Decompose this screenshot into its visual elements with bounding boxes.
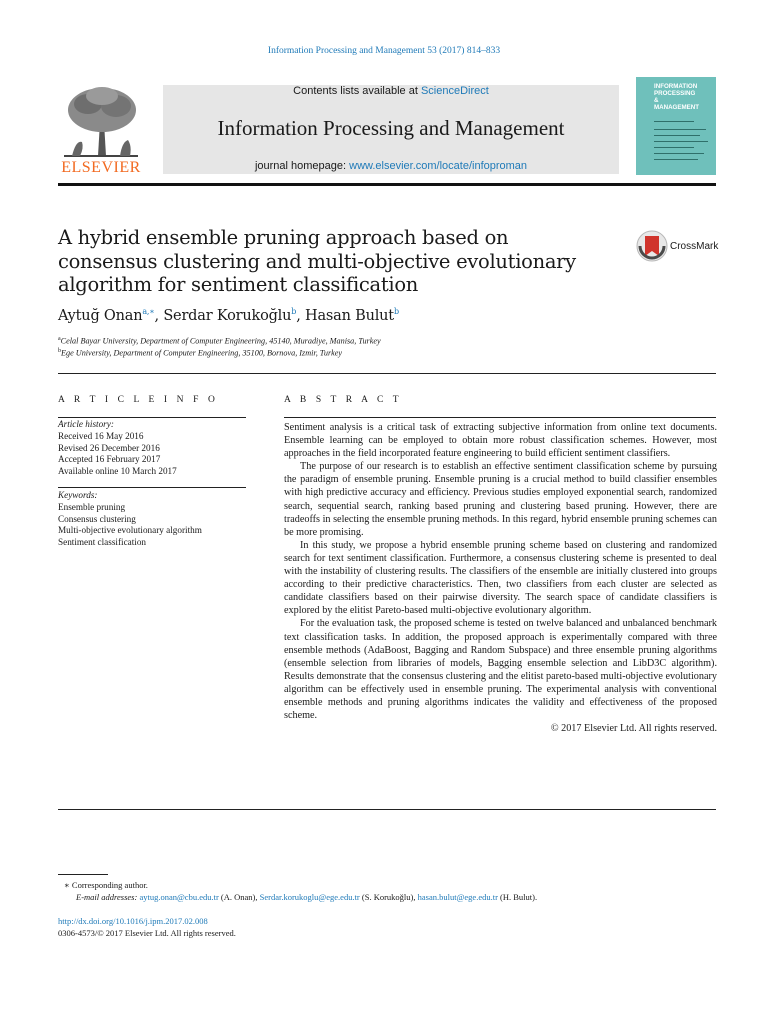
crossmark-label[interactable]: CrossMark <box>670 241 719 252</box>
homepage-line <box>163 160 619 172</box>
keyword: Ensemble pruning <box>58 501 126 512</box>
keyword: Consensus clustering <box>58 513 136 524</box>
cover-title-line: INFORMATION <box>654 83 698 90</box>
affiliation <box>58 336 381 346</box>
corresponding-mark: ∗ <box>64 880 70 890</box>
header-rule <box>58 183 716 186</box>
author-list: Aytuğ Onan$^{a,∗}$, Serdar Korukoğlu$^b$, Hasan Bulut$^b$ <box>58 307 399 324</box>
cover-line <box>654 147 694 148</box>
homepage-prefix: journal homepage: <box>254 160 350 172</box>
keywords-rule <box>58 487 246 488</box>
email-label: E-mail addresses: <box>76 892 138 902</box>
elsevier-wordmark: ELSEVIER <box>61 159 141 176</box>
contents-line <box>163 85 619 97</box>
abstract-paragraph: In this study, we propose a hybrid ensemble pruning scheme based on clustering and randomized search for text sentiment classification. Furthermore, a consensus clustering scheme is presented to deal with the instability of clustering results. The classifiers of the ensemble are initially clustered into groups according to their predictive characteristics. Then, two classifiers from each cluster are selected as candidate classifiers based on their pairwise diversity. The search space of candidate classifiers is explored by the elitist Pareto-based multi-objective evolutionary algorithm. <box>284 539 717 617</box>
issn-line: 0306-4573/© 2017 Elsevier Ltd. All rights reserved. <box>58 928 236 938</box>
section-rule <box>58 373 716 374</box>
sciencedirect-link[interactable]: ScienceDirect <box>420 85 489 97</box>
cover-title <box>654 83 699 111</box>
author-name: Serdar Korukoğlu <box>163 307 292 324</box>
corresponding-author-note <box>64 880 148 891</box>
author-name: Hasan Bulut <box>305 307 394 324</box>
abstract-copyright: © 2017 Elsevier Ltd. All rights reserved. <box>550 723 717 735</box>
cover-line <box>654 153 704 154</box>
abstract-paragraph: For the evaluation task, the proposed scheme is tested on twelve balanced and unbalanced benchmark text classification tasks. In addition, the proposed approach is experimentally compared with three ensemble methods (AdaBoost, Bagging and Random Subspace) and three ensemble pruning algorithms (ensemble selection from libraries of models, Bagging ensemble selection and LibD3C algorithm). Results demonstrate that the consensus clustering and the elitist pareto-based multi-objective evolutionary algorithm can be effectively used in ensemble pruning. The experimental analysis with conventional ensemble methods and pruning algorithms indicates the validity and effectiveness of the proposed scheme. <box>284 618 717 722</box>
email-link[interactable]: aytug.onan@cbu.edu.tr <box>139 892 219 902</box>
cover-line <box>654 129 706 130</box>
affiliation-mark: a <box>58 336 61 342</box>
crossmark-icon[interactable] <box>636 230 668 262</box>
abstract-heading: A B S T R A C T <box>284 395 403 405</box>
abstract-bottom-rule <box>58 809 716 810</box>
cover-line <box>654 159 698 160</box>
journal-cover-image <box>636 77 716 175</box>
email-owner: (A. Onan) <box>220 892 256 902</box>
journal-name: Information Processing and Management <box>217 116 565 140</box>
cover-title-line: PROCESSING <box>654 90 696 97</box>
footnote-rule <box>58 874 108 875</box>
cover-line <box>654 121 694 122</box>
author-name: Aytuğ Onan <box>58 307 143 324</box>
email-owner: (S. Korukoğlu) <box>361 892 414 902</box>
article-title: A hybrid ensemble pruning approach based on consensus clustering and multi-objective evolutionary algorithm for sentiment classification <box>58 226 576 296</box>
abstract-paragraph: The purpose of our research is to establish an effective sentiment classification scheme by pursuing the paradigm of ensemble pruning. Ensemble pruning is a crucial method to build classifier ensembles with high predictive accuracy and efficiency. Previous studies employed exponential search, randomized search, sequential search, ranking based pruning and clustering based pruning. However, there are tradeoffs in selecting the ensemble pruning methods. In this regard, hybrid ensemble pruning schemes can be more promising. <box>284 461 717 538</box>
history-item: Revised 26 December 2016 <box>58 442 160 453</box>
abstract-paragraph: Sentiment analysis is a critical task of extracting subjective information from online text documents. Ensemble learning can be employed to obtain more robust classification schemes. However, most approaches in the field incorporated feature engineering to build efficient sentiment classifiers. <box>284 422 717 460</box>
keyword: Multi-objective evolutionary algorithm <box>58 525 202 536</box>
history-label: Article history: <box>58 419 114 429</box>
author-mark[interactable]: b <box>393 307 399 316</box>
history-item: Received 16 May 2016 <box>58 430 144 441</box>
keyword: Sentiment classification <box>58 537 147 548</box>
affiliation <box>58 348 342 358</box>
keywords-label: Keywords: <box>58 490 98 500</box>
article-info-heading: A R T I C L E I N F O <box>58 395 219 405</box>
affiliation-mark: b <box>58 348 61 354</box>
affiliation-text: Celal Bayar University, Department of Computer Engineering, 45140, Muradiye, Manisa, Turkey <box>60 336 381 346</box>
journal-homepage-link[interactable]: www.elsevier.com/locate/infoproman <box>349 160 528 172</box>
author-mark[interactable]: a,∗ <box>142 307 155 316</box>
article-history <box>58 419 248 478</box>
journal-citation[interactable]: Information Processing and Management 53 (2017) 814–833 <box>267 46 501 56</box>
abstract-body <box>284 421 717 735</box>
cover-title-line: & <box>654 97 659 104</box>
email-owner: (H. Bulut) <box>500 892 535 902</box>
abstract-rule <box>284 417 716 418</box>
cover-line <box>654 141 708 142</box>
keywords-block <box>58 490 248 549</box>
contents-prefix: Contents lists available at <box>293 85 421 97</box>
email-link[interactable]: hasan.bulut@ege.edu.tr <box>417 892 498 902</box>
article-info-rule <box>58 417 246 418</box>
doi-link[interactable]: http://dx.doi.org/10.1016/j.ipm.2017.02.008 <box>58 916 208 926</box>
corresponding-text: Corresponding author. <box>71 880 148 890</box>
email-addresses: E-mail addresses: aytug.onan@cbu.edu.tr (A. Onan), Serdar.korukoglu@ege.edu.tr (S. Korukoğlu), hasan.bulut@ege.edu.tr (H. Bulut). <box>76 892 538 902</box>
cover-title-line: MANAGEMENT <box>654 104 700 111</box>
author-mark[interactable]: b <box>291 307 297 316</box>
cover-line <box>654 135 700 136</box>
history-item: Available online 10 March 2017 <box>58 466 177 477</box>
email-link[interactable]: Serdar.korukoglu@ege.edu.tr <box>259 892 360 902</box>
affiliation-text: Ege University, Department of Computer Engineering, 35100, Bornova, Izmir, Turkey <box>61 348 343 358</box>
history-item: Accepted 16 February 2017 <box>58 454 161 465</box>
